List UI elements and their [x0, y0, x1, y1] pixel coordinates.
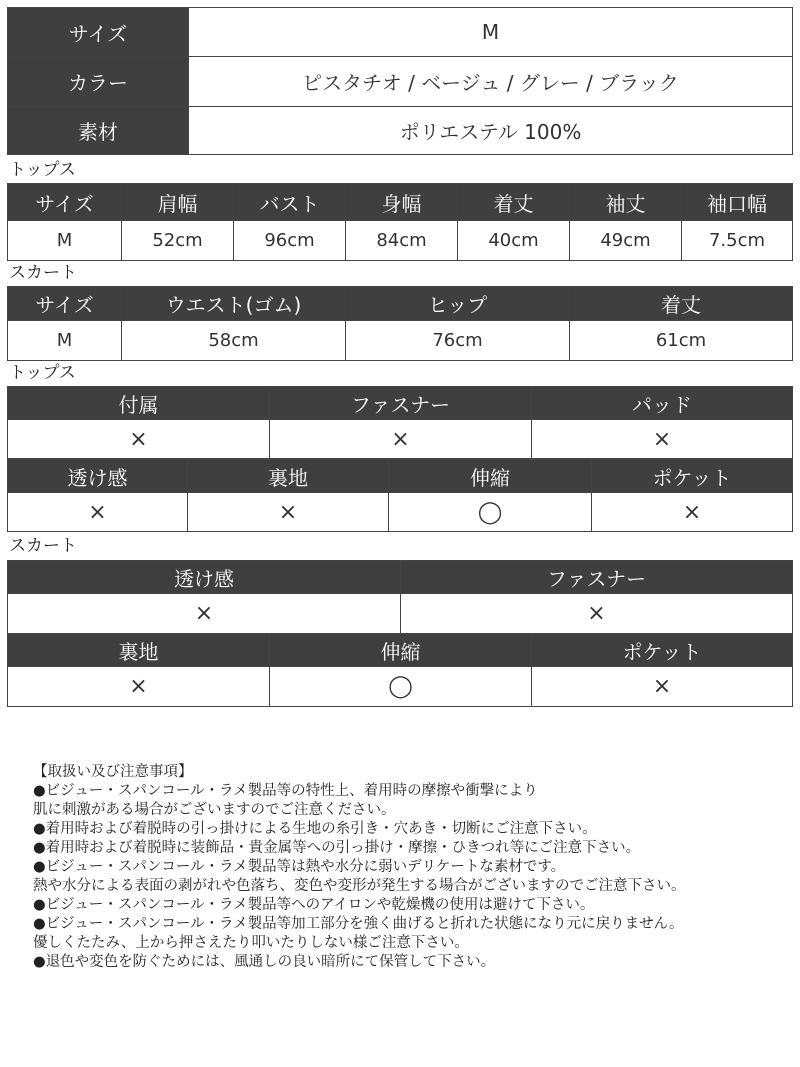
tops-feature-header: ポケット [592, 460, 792, 492]
tops-feature-value: × [8, 493, 187, 531]
skirt-header-cell: ヒップ [346, 287, 569, 320]
skirt-feature-value: × [532, 667, 792, 706]
tops-feature-header: 裏地 [188, 460, 388, 492]
spec-value-material: ポリエステル 100% [189, 107, 792, 154]
tops-feature-value: × [8, 420, 269, 458]
tops-value-cell: 7.5cm [682, 221, 792, 260]
care-notes [33, 763, 686, 972]
skirt-value-cell: 61cm [570, 321, 792, 360]
skirt-feature-value: × [8, 594, 400, 633]
tops-feature-value: × [532, 420, 792, 458]
tops-feature-header: パッド [532, 387, 792, 419]
tops-feature-header: 透け感 [8, 460, 187, 492]
care-notes-heading: 【取扱い及び注意事項】 [33, 764, 193, 780]
tops-features-title: トップス [9, 363, 76, 383]
skirt-size-title: スカート [9, 263, 77, 283]
tops-value-cell: M [8, 221, 121, 260]
skirt-feature-value: × [401, 594, 792, 633]
care-note-line: ●ビジュー・スパンコール・ラメ製品等の特性上、着用時の摩擦や衝撃により [33, 783, 538, 799]
tops-feature-header: 伸縮 [389, 460, 591, 492]
care-note-line: 熱や水分による表面の剥がれや色落ち、変色や変形が発生する場合がございますのでご注意下さい。 [33, 878, 686, 894]
care-note-line: ●ビジュー・スパンコール・ラメ製品等へのアイロンや乾燥機の使用は避けて下さい。 [33, 897, 595, 913]
skirt-value-cell: M [8, 321, 121, 360]
care-note-line: 優しくたたみ、上から押さえたり叩いたりしない様ご注意下さい。 [33, 935, 469, 951]
skirt-feature-header: ファスナー [401, 561, 792, 593]
tops-value-cell: 49cm [570, 221, 681, 260]
tops-feature-value: × [592, 493, 792, 531]
tops-header-cell: 袖口幅 [682, 184, 792, 220]
spec-label-material: 素材 [8, 107, 188, 154]
tops-header-cell: 着丈 [458, 184, 569, 220]
tops-value-cell: 52cm [122, 221, 233, 260]
tops-value-cell: 84cm [346, 221, 457, 260]
tops-value-cell: 40cm [458, 221, 569, 260]
tops-value-cell: 96cm [234, 221, 345, 260]
spec-label-color: カラー [8, 57, 188, 106]
tops-feature-header: 付属 [8, 387, 269, 419]
tops-feature-value: × [270, 420, 531, 458]
tops-header-cell: 袖丈 [570, 184, 681, 220]
tops-header-cell: サイズ [8, 184, 121, 220]
tops-feature-header: ファスナー [270, 387, 531, 419]
skirt-feature-header: ポケット [532, 634, 792, 666]
skirt-feature-header: 裏地 [8, 634, 269, 666]
spec-value-size: M [189, 8, 792, 56]
skirt-feature-header: 透け感 [8, 561, 400, 593]
skirt-features-title: スカート [9, 536, 77, 556]
tops-feature-value: × [188, 493, 388, 531]
care-note-line: 肌に刺激がある場合がございますのでご注意ください。 [33, 802, 396, 818]
skirt-feature-value: × [8, 667, 269, 706]
care-note-line: ●着用時および着脱時の引っ掛けによる生地の糸引き・穴あき・切断にご注意下さい。 [33, 821, 597, 837]
spec-value-color: ピスタチオ / ベージュ / グレー / ブラック [189, 57, 792, 106]
tops-header-cell: 身幅 [346, 184, 457, 220]
skirt-value-cell: 76cm [346, 321, 569, 360]
care-note-line: ●ビジュー・スパンコール・ラメ製品等は熱や水分に弱いデリケートな素材です。 [33, 859, 566, 875]
tops-header-cell: 肩幅 [122, 184, 233, 220]
skirt-feature-header: 伸縮 [270, 634, 531, 666]
skirt-header-cell: サイズ [8, 287, 121, 320]
skirt-feature-value: ◯ [270, 667, 531, 706]
tops-feature-value: ◯ [389, 493, 591, 531]
skirt-header-cell: 着丈 [570, 287, 792, 320]
tops-header-cell: バスト [234, 184, 345, 220]
care-note-line: ●ビジュー・スパンコール・ラメ製品等加工部分を強く曲げると折れた状態になり元に戻りません。 [33, 916, 684, 932]
care-note-line: ●退色や変色を防ぐためには、風通しの良い暗所にて保管して下さい。 [33, 954, 496, 970]
tops-size-title: トップス [9, 160, 76, 180]
care-note-line: ●着用時および着脱時に装飾品・貴金属等への引っ掛け・摩擦・ひきつれ等にご注意下さい。 [33, 840, 641, 856]
spec-label-size: サイズ [8, 8, 188, 56]
skirt-value-cell: 58cm [122, 321, 345, 360]
skirt-header-cell: ウエスト(ゴム) [122, 287, 345, 320]
